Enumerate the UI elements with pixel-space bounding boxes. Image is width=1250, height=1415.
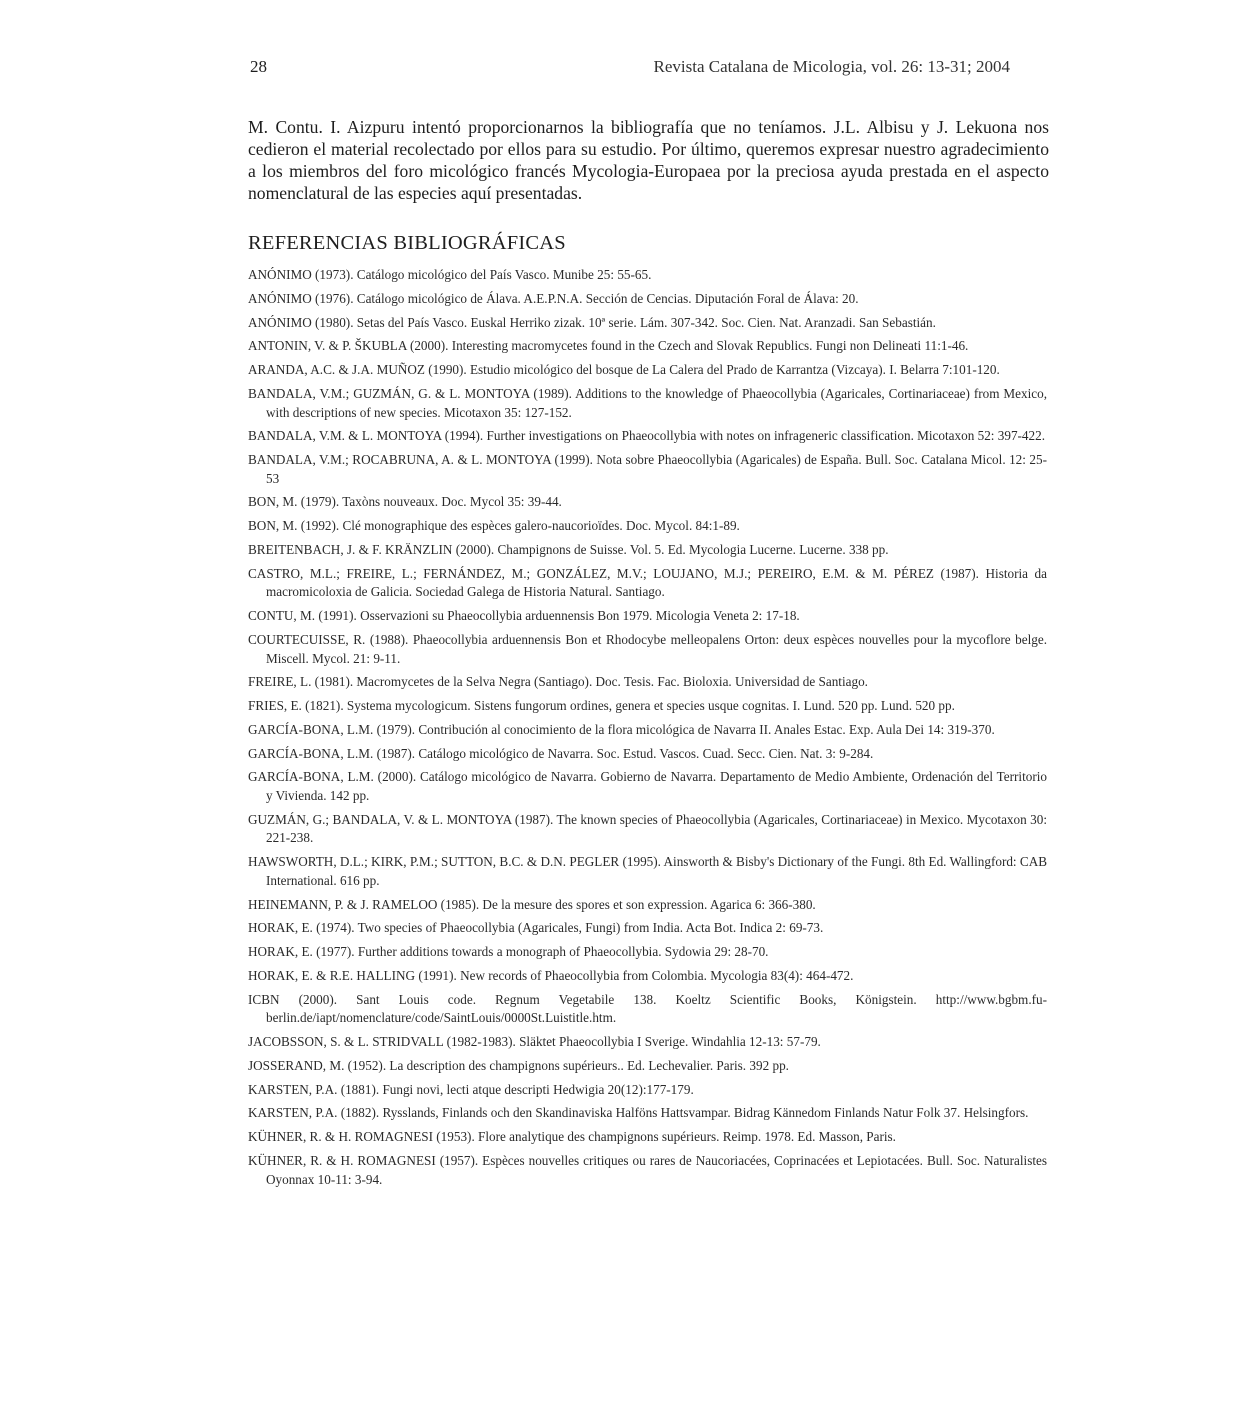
- reference-item: ICBN (2000). Sant Louis code. Regnum Vegetabile 138. Koeltz Scientific Books, Königstein. http://www.bgbm.fu-berlin.de/iapt/nomenclature/code/SaintLouis/0000St.Luistitle.htm.: [248, 991, 1047, 1026]
- acknowledgements-paragraph: [248, 116, 1049, 204]
- reference-item: KÜHNER, R. & H. ROMAGNESI (1957). Espèces nouvelles critiques ou rares de Naucoriacées, Coprinacées et Lepiotacées. Bull. Soc. Naturalistes Oyonnax 10-11: 3-94.: [248, 1152, 1047, 1187]
- reference-item: ARANDA, A.C. & J.A. MUÑOZ (1990). Estudio micológico del bosque de La Calera del Prado de Karrantza (Vizcaya). I. Belarra 7:101-120.: [248, 362, 1000, 378]
- references-heading: REFERENCIAS BIBLIOGRÁFICAS: [248, 232, 566, 254]
- reference-item: KARSTEN, P.A. (1882). Rysslands, Finlands och den Skandinaviska Halföns Hattsvampar. Bidrag Kännedom Finlands Natur Folk 37. Helsingfors.: [248, 1105, 1029, 1121]
- reference-item: KARSTEN, P.A. (1881). Fungi novi, lecti atque descripti Hedwigia 20(12):177-179.: [248, 1081, 694, 1097]
- reference-item: ANÓNIMO (1976). Catálogo micológico de Álava. A.E.P.N.A. Sección de Cencias. Diputación Foral de Álava: 20.: [248, 290, 859, 306]
- reference-item: HEINEMANN, P. & J. RAMELOO (1985). De la mesure des spores et son expression. Agarica 6: 366-380.: [248, 896, 816, 912]
- reference-item: HORAK, E. (1977). Further additions towards a monograph of Phaeocollybia. Sydowia 29: 28-70.: [248, 944, 769, 960]
- reference-item: KÜHNER, R. & H. ROMAGNESI (1953). Flore analytique des champignons supérieurs. Reimp. 1978. Ed. Masson, Paris.: [248, 1129, 896, 1145]
- reference-item: BANDALA, V.M.; ROCABRUNA, A. & L. MONTOYA (1999). Nota sobre Phaeocollybia (Agaricales) de España. Bull. Soc. Catalana Micol. 12: 25-53: [248, 452, 1047, 486]
- reference-item: FREIRE, L. (1981). Macromycetes de la Selva Negra (Santiago). Doc. Tesis. Fac. Bioloxia. Universidad de Santiago.: [248, 674, 868, 690]
- page-number: 28: [250, 57, 267, 76]
- reference-item: BREITENBACH, J. & F. KRÄNZLIN (2000). Champignons de Suisse. Vol. 5. Ed. Mycologia Lucerne. Lucerne. 338 pp.: [248, 542, 889, 557]
- reference-list: [248, 266, 1047, 1194]
- reference-item: ANÓNIMO (1980). Setas del País Vasco. Euskal Herriko zizak. 10ª serie. Lám. 307-342. Soc. Cien. Nat. Aranzadi. San Sebastián.: [248, 314, 936, 330]
- reference-item: BON, M. (1992). Clé monographique des espèces galero-naucorioïdes. Doc. Mycol. 84:1-89.: [248, 518, 740, 534]
- reference-item: JOSSERAND, M. (1952). La description des champignons supérieurs.. Ed. Lechevalier. Paris. 392 pp.: [248, 1057, 789, 1073]
- reference-item: HAWSWORTH, D.L.; KIRK, P.M.; SUTTON, B.C. & D.N. PEGLER (1995). Ainsworth & Bisby's Dictionary of the Fungi. 8th Ed. Wallingford: CAB International. 616 pp.: [248, 854, 1048, 888]
- acknowledgements-text: M. Contu. I. Aizpuru intentó proporcionarnos la bibliografía que no teníamos. J.L. Albisu y J. Lekuona nos cedieron el material recolectado por ellos para su estudio. Por último, queremos expresar nuestro agradecimiento a los miembros del foro micológico francés Mycologia-Europaea por la preciosa ayuda prestada en el aspecto nomenclatural de las especies aquí presentadas.: [248, 117, 1049, 203]
- reference-item: BON, M. (1979). Taxòns nouveaux. Doc. Mycol 35: 39-44.: [248, 494, 562, 510]
- reference-item: GARCÍA-BONA, L.M. (2000). Catálogo micológico de Navarra. Gobierno de Navarra. Departamento de Medio Ambiente, Ordenación del Territorio y Vivienda. 142 pp.: [248, 769, 1047, 804]
- reference-item: BANDALA, V.M. & L. MONTOYA (1994). Further investigations on Phaeocollybia with notes on infrageneric classification. Micotaxon 52: 397-422.: [248, 428, 1046, 444]
- reference-item: ANÓNIMO (1973). Catálogo micológico del País Vasco. Munibe 25: 55-65.: [248, 267, 652, 282]
- reference-item: HORAK, E. & R.E. HALLING (1991). New records of Phaeocollybia from Colombia. Mycologia 83(4): 464-472.: [248, 967, 854, 983]
- reference-item: JACOBSSON, S. & L. STRIDVALL (1982-1983). Släktet Phaeocollybia I Sverige. Windahlia 12-13: 57-79.: [248, 1034, 821, 1050]
- reference-item: COURTECUISSE, R. (1988). Phaeocollybia arduennensis Bon et Rhodocybe melleopalens Orton: deux espèces nouvelles pour la mycoflore belge. Miscell. Mycol. 21: 9-11.: [248, 631, 1047, 666]
- reference-item: BANDALA, V.M.; GUZMÁN, G. & L. MONTOYA (1989). Additions to the knowledge of Phaeocollybia (Agaricales, Cortinariaceae) from Mexico, with descriptions of new species. Micotaxon 35: 127-152.: [248, 385, 1047, 420]
- reference-item: FRIES, E. (1821). Systema mycologicum. Sistens fungorum ordines, genera et species usque cognitas. I. Lund. 520 pp. Lund. 520 pp.: [248, 698, 955, 714]
- reference-item: GARCÍA-BONA, L.M. (1979). Contribución al conocimiento de la flora micológica de Navarra II. Anales Estac. Exp. Aula Dei 14: 319-370.: [248, 721, 995, 737]
- reference-item: HORAK, E. (1974). Two species of Phaeocollybia (Agaricales, Fungi) from India. Acta Bot. Indica 2: 69-73.: [248, 920, 824, 936]
- running-title: Revista Catalana de Micologia, vol. 26: 13-31; 2004: [653, 57, 1010, 76]
- reference-item: GARCÍA-BONA, L.M. (1987). Catálogo micológico de Navarra. Soc. Estud. Vascos. Cuad. Secc. Cien. Nat. 3: 9-284.: [248, 745, 874, 761]
- reference-item: CONTU, M. (1991). Osservazioni su Phaeocollybia arduennensis Bon 1979. Micologia Veneta 2: 17-18.: [248, 608, 800, 624]
- reference-item: GUZMÁN, G.; BANDALA, V. & L. MONTOYA (1987). The known species of Phaeocollybia (Agaricales, Cortinariaceae) in Mexico. Mycotaxon 30: 221-238.: [248, 811, 1047, 846]
- page-header: [250, 57, 1010, 79]
- reference-item: ANTONIN, V. & P. ŠKUBLA (2000). Interesting macromycetes found in the Czech and Slovak Republics. Fungi non Delineati 11:1-46.: [248, 338, 969, 354]
- reference-item: CASTRO, M.L.; FREIRE, L.; FERNÁNDEZ, M.; GONZÁLEZ, M.V.; LOUJANO, M.J.; PEREIRO, E.M. & M. PÉREZ (1987). Historia da macromicoloxia de Galicia. Sociedad Galega de Historia Natural. Santiago.: [248, 565, 1047, 600]
